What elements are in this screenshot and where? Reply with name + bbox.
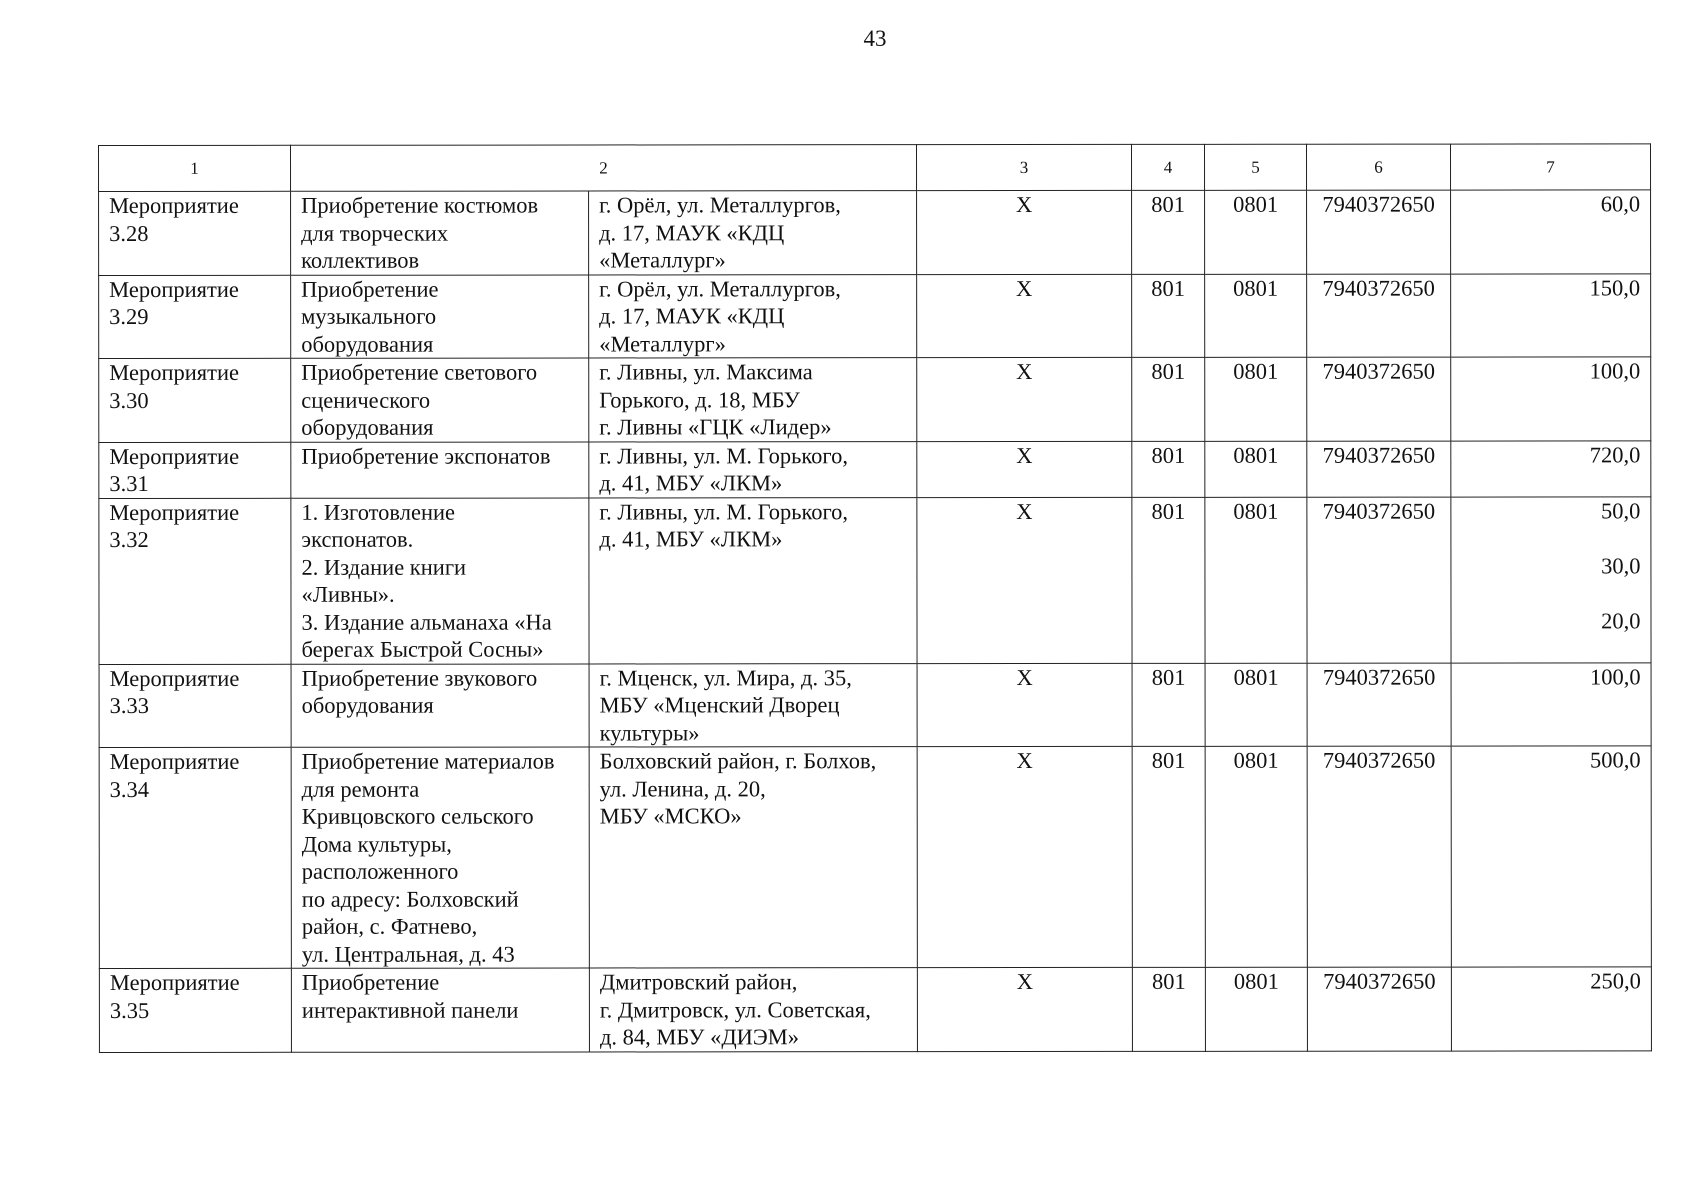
address-cell — [589, 358, 917, 442]
admin-code-cell: 801 — [1132, 441, 1205, 497]
admin-code-cell: 801 — [1132, 357, 1205, 441]
amount-value: 50,0 — [1600, 497, 1641, 523]
title-line: музыкального — [301, 303, 437, 329]
title-cell — [291, 191, 589, 275]
event-cell — [99, 191, 291, 275]
address-line: МБУ «МСКО» — [599, 803, 742, 829]
event-cell — [99, 747, 291, 968]
measures-table — [98, 143, 1652, 1052]
amount-cell — [1451, 440, 1651, 496]
title-line: «Ливны». — [301, 581, 395, 607]
event-cell — [99, 498, 291, 664]
title-cell — [291, 358, 589, 442]
address-cell — [589, 191, 917, 275]
title-line: расположенного — [301, 858, 459, 884]
title-line: оборудования — [301, 414, 434, 440]
amount-cell — [1451, 357, 1651, 441]
title-line: Приобретение — [301, 276, 439, 302]
header-col-3: 3 — [917, 144, 1132, 190]
address-line: г. Ливны, ул. Максима — [599, 359, 813, 385]
address-line: Дмитровский район, — [599, 969, 798, 995]
header-col-7: 7 — [1450, 144, 1650, 190]
amount-cell — [1451, 662, 1651, 746]
address-line: д. 84, МБУ «ДИЭМ» — [599, 1024, 800, 1050]
title-line: район, с. Фатнево, — [301, 913, 478, 939]
section-code-cell: 0801 — [1205, 663, 1307, 747]
title-line: 2. Издание книги — [301, 554, 467, 580]
address-line: культуры» — [599, 719, 700, 745]
document-sheet — [98, 143, 1651, 1052]
x-cell: Х — [917, 663, 1132, 747]
table-row — [99, 357, 1651, 442]
section-code-cell: 0801 — [1205, 357, 1307, 441]
amount-cell — [1451, 967, 1651, 1051]
title-cell — [291, 663, 589, 747]
event-cell — [99, 275, 291, 359]
title-line: Приобретение — [301, 969, 440, 995]
address-line: д. 41, МБУ «ЛКМ» — [599, 470, 783, 496]
address-cell — [589, 968, 917, 1052]
event-line: Мероприятие — [109, 359, 240, 385]
section-code-cell: 0801 — [1205, 967, 1307, 1051]
event-line: Мероприятие — [109, 748, 240, 774]
amount-value: 100,0 — [1589, 663, 1641, 689]
event-cell — [99, 968, 291, 1052]
title-line: интерактивной панели — [301, 997, 519, 1023]
title-line: Приобретение костюмов — [301, 192, 539, 218]
address-line: г. Ливны, ул. М. Горького, — [599, 498, 849, 524]
amount-value: 60,0 — [1600, 191, 1641, 217]
target-article-cell: 7940372650 — [1307, 441, 1451, 497]
x-cell: Х — [917, 274, 1132, 358]
table-row — [99, 190, 1651, 275]
x-cell: Х — [917, 497, 1132, 663]
amount-cell — [1451, 273, 1651, 357]
section-code-cell: 0801 — [1205, 190, 1307, 274]
event-line: 3.34 — [109, 776, 150, 802]
event-line: Мероприятие — [109, 276, 239, 302]
header-col-6: 6 — [1306, 144, 1450, 190]
event-line: 3.29 — [109, 303, 149, 329]
title-line: берегах Быстрой Сосны» — [301, 636, 544, 662]
x-cell: Х — [917, 967, 1132, 1051]
admin-code-cell: 801 — [1132, 190, 1205, 274]
table-row — [99, 440, 1651, 498]
title-line: 1. Изготовление — [301, 499, 456, 525]
title-line: для творческих — [301, 220, 449, 246]
title-line: Приобретение светового — [301, 359, 538, 385]
address-line: г. Мценск, ул. Мира, д. 35, — [599, 664, 852, 690]
target-article-cell: 7940372650 — [1307, 190, 1451, 274]
table-row — [99, 496, 1651, 664]
address-line: д. 17, МАУК «КДЦ — [599, 303, 785, 329]
event-line: Мероприятие — [109, 192, 239, 218]
table-row — [99, 662, 1651, 747]
admin-code-cell: 801 — [1132, 663, 1205, 747]
address-line: г. Ливны «ГЦК «Лидер» — [599, 414, 832, 440]
x-cell: Х — [917, 441, 1132, 497]
event-line: 3.32 — [109, 526, 149, 552]
amount-cell — [1451, 496, 1651, 662]
title-line: для ремонта — [301, 776, 420, 802]
title-cell — [291, 441, 589, 497]
amount-value: 250,0 — [1590, 968, 1641, 994]
page-number: 43 — [863, 26, 887, 51]
title-line: Приобретение звукового — [301, 665, 538, 691]
title-line: оборудования — [301, 692, 434, 718]
address-cell — [589, 441, 917, 497]
address-line: ул. Ленина, д. 20, — [599, 775, 766, 801]
section-code-cell: 0801 — [1205, 497, 1307, 663]
x-cell: Х — [917, 746, 1132, 967]
address-cell — [589, 274, 917, 358]
amount-value: 100,0 — [1589, 358, 1641, 384]
event-line: 3.31 — [109, 470, 149, 496]
target-article-cell: 7940372650 — [1307, 497, 1451, 663]
x-cell: Х — [917, 357, 1132, 441]
address-line: д. 41, МБУ «ЛКМ» — [599, 526, 783, 552]
amount-cell — [1451, 746, 1651, 967]
header-col-2: 2 — [291, 145, 917, 192]
table-row — [99, 273, 1651, 358]
title-cell — [291, 497, 589, 663]
address-cell — [589, 663, 917, 747]
title-line: сценического — [301, 387, 431, 413]
admin-code-cell: 801 — [1132, 497, 1205, 663]
table-header-row — [99, 144, 1651, 192]
address-line: МБУ «Мценский Дворец — [599, 692, 840, 718]
title-line: коллективов — [301, 247, 420, 273]
address-line: Горького, д. 18, МБУ — [599, 386, 800, 412]
event-line: 3.35 — [109, 997, 150, 1023]
event-line: Мероприятие — [109, 665, 240, 691]
title-line: Приобретение экспонатов — [301, 443, 551, 469]
address-line: Болховский район, г. Болхов, — [599, 748, 877, 774]
header-col-4: 4 — [1132, 144, 1205, 190]
address-line: «Металлург» — [599, 330, 726, 356]
event-cell — [99, 358, 291, 442]
amount-value: 150,0 — [1589, 274, 1641, 300]
address-cell — [589, 497, 917, 663]
title-line: ул. Центральная, д. 43 — [301, 941, 515, 967]
event-line: Мероприятие — [109, 499, 240, 525]
header-col-1: 1 — [99, 145, 291, 191]
table-row — [99, 967, 1651, 1052]
x-cell: Х — [917, 190, 1132, 274]
amount-value: 500,0 — [1590, 747, 1641, 773]
event-line: Мероприятие — [109, 969, 240, 995]
address-line: д. 17, МАУК «КДЦ — [599, 219, 785, 245]
target-article-cell: 7940372650 — [1307, 663, 1451, 747]
target-article-cell: 7940372650 — [1307, 967, 1451, 1051]
address-line: г. Орёл, ул. Металлургов, — [599, 192, 841, 218]
event-cell — [99, 664, 291, 748]
event-line: Мероприятие — [109, 443, 240, 469]
target-article-cell: 7940372650 — [1307, 274, 1451, 358]
address-line: г. Ливны, ул. М. Горького, — [599, 442, 848, 468]
amount-cell — [1451, 190, 1651, 274]
address-cell — [589, 747, 917, 968]
address-line: г. Дмитровск, ул. Советская, — [599, 996, 871, 1022]
admin-code-cell: 801 — [1132, 967, 1205, 1051]
title-line: экспонатов. — [301, 526, 414, 552]
title-line: 3. Издание альманаха «На — [301, 609, 552, 635]
title-line: по адресу: Болховский — [301, 886, 519, 912]
section-code-cell: 0801 — [1205, 746, 1307, 967]
target-article-cell: 7940372650 — [1307, 746, 1451, 967]
title-line: Дома культуры, — [301, 831, 452, 857]
address-line: «Металлург» — [599, 247, 726, 273]
title-cell — [291, 968, 589, 1052]
address-line: г. Орёл, ул. Металлургов, — [599, 275, 841, 301]
title-line: оборудования — [301, 331, 434, 357]
title-line: Кривцовского сельского — [301, 803, 534, 829]
section-code-cell: 0801 — [1205, 441, 1307, 497]
table-row — [99, 746, 1651, 969]
event-cell — [99, 442, 291, 498]
amount-value: 30,0 — [1601, 552, 1641, 578]
admin-code-cell: 801 — [1132, 274, 1205, 358]
event-line: 3.33 — [109, 692, 149, 718]
section-code-cell: 0801 — [1205, 274, 1307, 358]
amount-value: 20,0 — [1601, 607, 1641, 633]
title-cell — [291, 274, 589, 358]
amount-value: 720,0 — [1589, 441, 1641, 467]
event-line: 3.28 — [109, 220, 149, 246]
event-line: 3.30 — [109, 387, 149, 413]
admin-code-cell: 801 — [1132, 746, 1205, 967]
target-article-cell: 7940372650 — [1307, 357, 1451, 441]
title-cell — [291, 747, 589, 968]
title-line: Приобретение материалов — [301, 748, 555, 774]
header-col-5: 5 — [1204, 144, 1306, 190]
